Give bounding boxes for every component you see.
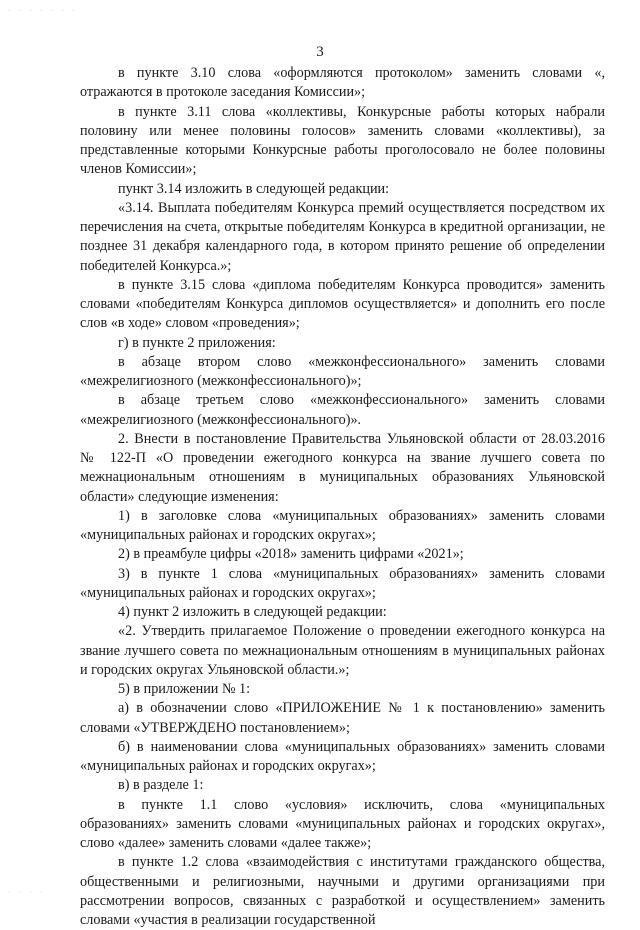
paragraph: г) в пункте 2 приложения: — [118, 334, 276, 351]
page-number: 3 — [316, 44, 324, 60]
paragraph: в пункте 1.1 слово «условия» исключить, слова «муниципальных образованиях» заменить словами «муниципальных районах и городских округах», слово «далее» заменить словами «далее также»; — [80, 796, 605, 851]
document-body — [80, 64, 605, 930]
paragraph: 4) пункт 2 изложить в следующей редакции: — [118, 604, 387, 620]
scan-artifact-dots: · · · · — [8, 888, 46, 897]
paragraph: б) в наименовании слова «муниципальных образованиях» заменить словами «муниципальных районах и городских округах»; — [80, 738, 605, 774]
paragraph: 2. Внести в постановление Правительства Ульяновской области от 28.03.2016 № 122-П «О проведении ежегодного конкурса на звание лучшего совета по межнациональным отношениям в муниципальных образованиях Ульяновской области» следующие изменения: — [80, 430, 605, 505]
paragraph: в) в разделе 1: — [118, 777, 204, 794]
paragraph: 2) в преамбуле цифры «2018» заменить цифрами «2021»; — [118, 546, 464, 563]
paragraph: пункт 3.14 изложить в следующей редакции: — [118, 180, 390, 197]
scan-artifact-dots: · · · · · · · — [8, 6, 78, 15]
paragraph: 1) в заголовке слова «муниципальных образованиях» заменить словами «муниципальных районах и городских округах»; — [80, 507, 605, 543]
paragraph: а) в обозначении слово «ПРИЛОЖЕНИЕ № 1 к постановлению» заменить словами «УТВЕРЖДЕНО постановлением»; — [80, 700, 605, 736]
paragraph: в абзаце втором слово «межконфессионального» заменить словами «межрелигиозного (межконфессионального)»; — [80, 353, 605, 389]
paragraph: в пункте 1.2 слова «взаимодействия с институтами гражданского общества, общественными и религиозными, научными и другими организациями при рассмотрении вопросов, связанных с разработкой и осуществлением» заменить словами «участия в реализации государственной — [80, 854, 605, 928]
paragraph: 5) в приложении № 1: — [118, 681, 251, 697]
paragraph: «2. Утвердить прилагаемое Положение о проведении ежегодного конкурса на звание лучшего совета по межнациональным отношениям в муниципальных районах и городских округах Ульяновской области.»; — [80, 623, 605, 678]
paragraph: в пункте 3.10 слова «оформляются протоколом» заменить словами «, отражаются в протоколе заседания Комиссии»; — [80, 65, 605, 101]
paragraph: 3) в пункте 1 слова «муниципальных образованиях» заменить словами «муниципальных районах и городских округах»; — [80, 565, 605, 601]
paragraph: в абзаце третьем слово «межконфессионального» заменить словами «межрелигиозного (межконфессионального)». — [80, 392, 605, 428]
paragraph: в пункте 3.15 слова «диплома победителям Конкурса проводится» заменить словами «победителям Конкурса дипломов осуществляется» и дополнить его после слов «в ходе» словом «проведения»; — [80, 276, 605, 332]
paragraph: «3.14. Выплата победителям Конкурса премий осуществляется посредством их перечисления на счета, открытые победителям Конкурса в кредитной организации, не позднее 31 декабря календарного года, в котором принято решение об определении победителей Конкурса.»; — [80, 199, 605, 274]
paragraph: в пункте 3.11 слова «коллективы, Конкурсные работы которых набрали половину или менее половины голосов» заменить словами «коллективы), за представленные которыми Конкурсные работы проголосовало не более половины членов Комиссии»; — [80, 103, 605, 178]
